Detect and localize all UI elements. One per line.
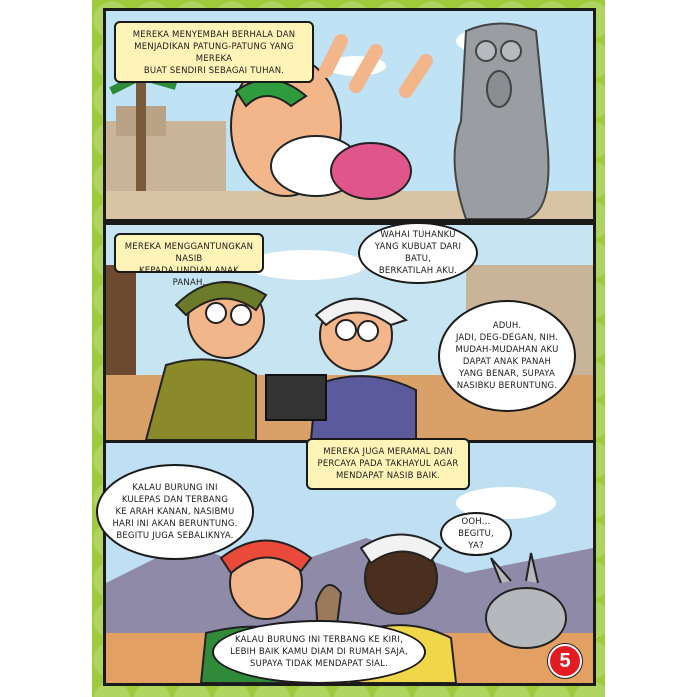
speech-line: KE ARAH KANAN, NASIBMU <box>115 507 235 517</box>
speech-bubble-warning <box>212 620 426 684</box>
speech-line: JADI, DEG-DEGAN, NIH. <box>455 333 559 343</box>
speech-line: NASIBKU BERUNTUNG. <box>456 381 558 391</box>
caption-line: BUAT SENDIRI SEBAGAI TUHAN. <box>143 66 285 76</box>
caption-line: MENDAPAT NASIB BAIK. <box>336 471 440 481</box>
caption-line: MEREKA MENGGANTUNGKAN NASIB <box>124 242 254 264</box>
speech-line: ADUH. <box>492 321 522 331</box>
speech-line: KALAU BURUNG INI <box>132 483 218 493</box>
speech-bubble-arrow-draw <box>438 300 576 412</box>
speech-line: BERKATILAH AKU. <box>378 266 458 276</box>
panel-1 <box>103 8 596 222</box>
caption-box-3 <box>306 438 470 490</box>
speech-line: BEGITU JUGA SEBALIKNYA. <box>116 531 234 541</box>
speech-line: DAPAT ANAK PANAH <box>462 357 552 367</box>
speech-line: KALAU BURUNG INI TERBANG KE KIRI, <box>234 635 403 645</box>
speech-line: BEGITU, YA? <box>458 529 494 551</box>
caption-line: MEREKA MENYEMBAH BERHALA DAN <box>132 30 296 40</box>
speech-line: HARI INI AKAN BERUNTUNG. <box>112 519 238 529</box>
speech-line: MUDAH-MUDAHAN AKU <box>455 345 559 355</box>
speech-line: OOH... <box>461 517 491 527</box>
caption-line: MENJADIKAN PATUNG-PATUNG YANG MEREKA <box>134 42 294 64</box>
speech-bubble-fortune-teller <box>96 464 254 560</box>
caption-line: MEREKA JUGA MERAMAL DAN <box>323 447 453 457</box>
caption-line: KEPADA UNDIAN ANAK PANAH. <box>139 266 239 288</box>
page-number-badge: 5 <box>548 644 582 678</box>
speech-bubble-worshipper <box>358 222 478 284</box>
speech-line: YANG BENAR, SUPAYA <box>459 369 555 379</box>
speech-line: YANG KUBUAT DARI BATU, <box>374 242 462 264</box>
speech-line: WAHAI TUHANKU <box>380 230 456 240</box>
caption-line: PERCAYA PADA TAKHAYUL AGAR <box>317 459 459 469</box>
caption-box-2 <box>114 233 264 288</box>
speech-line: LEBIH BAIK KAMU DIAM DI RUMAH SAJA, <box>230 647 408 657</box>
caption-box-1 <box>114 21 314 83</box>
speech-line: KULEPAS DAN TERBANG <box>121 495 229 505</box>
speech-line: SUPAYA TIDAK MENDAPAT SIAL. <box>249 659 389 669</box>
speech-bubble-listener <box>440 512 512 556</box>
